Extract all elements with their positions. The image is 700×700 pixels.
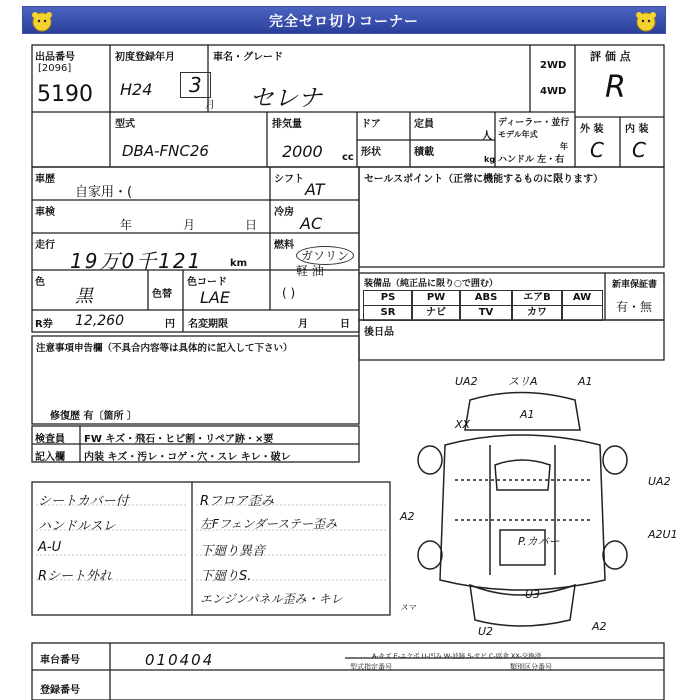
chassis-value: 010404 [145,651,215,669]
color-code-value: LAE [200,288,230,307]
sales-point-label: セールスポイント（正常に機能するものに限ります） [364,174,604,185]
drive-4wd: 4WD [540,86,567,97]
first-reg-era: H24 [120,80,153,99]
remark-left-1: シートカバー付 [38,494,129,509]
interior-label: 内 装 [625,124,649,135]
fuel-label: 燃料 [274,240,294,251]
dealer-label: ディーラー・並行 [498,118,570,128]
damage-mark-12: スマ [400,603,416,612]
displacement-label: 排気量 [272,119,302,130]
color-label: 色 [35,277,45,288]
drive-2wd: 2WD [540,60,567,71]
shift-label: シフト [274,174,304,185]
capacity-label: 定員 [414,119,434,130]
lot-code: [2096] [38,63,72,74]
inspection-label: 車検 [35,207,55,218]
expiry-month: 月 [298,319,308,330]
door-label: ドア [361,119,381,130]
car-name-label: 車名・グレード [213,52,283,63]
displacement-unit: cc [342,152,354,163]
fuel-diesel: 軽 油 [296,264,324,278]
equip-sr: SR [363,305,413,321]
capacity-unit: 人 [482,131,492,142]
exterior-grade: C [590,138,604,162]
ac-label: 冷房 [274,207,294,218]
equip-ps: PS [363,290,413,306]
paint-change-label: 色替 [152,289,172,300]
remark-left-4: Rシート外れ [38,569,113,584]
lot-number: 5190 [37,82,93,107]
first-reg-label: 初度登録年月 [115,52,175,63]
exterior-label: 外 装 [580,124,604,135]
fuel-gasoline: ガソリン [296,246,354,265]
back-seat-label: 後日品 [364,327,394,338]
recycle-value: 12,260 [75,313,124,329]
model-label: 型式 [115,119,135,130]
class-number-label: 類別区分番号 [510,663,552,671]
damage-mark-2: スリA [508,375,538,388]
damage-mark-8: A2U1 [648,528,678,541]
damage-mark-3: A1 [578,375,593,388]
inspection-year: 年 [120,218,133,232]
damage-mark-6: UA2 [648,475,671,488]
damage-mark-11: A2 [592,620,607,633]
remark-right-2: 左Fフェンダーステー歪み [200,517,337,531]
lot-label: 出品番号 [35,52,75,63]
remark-left-2: ハンドルスレ [38,519,116,534]
equip-blank [561,305,603,321]
damage-mark-10: U3 [525,588,541,601]
recycle-label: R券 [35,319,53,330]
equip-tv: TV [459,305,513,321]
mileage-label: 走行 [35,240,55,251]
handle-label: ハンドル 左・右 [498,155,565,165]
remark-right-3: 下廻り異音 [200,544,266,559]
damage-mark-7: A2 [400,510,415,523]
chassis-label: 車台番号 [40,655,80,666]
warranty-label: 新車保証書 [612,280,658,290]
grade-value: R [605,70,626,105]
inspection-month: 月 [183,218,196,232]
warranty-value: 有・無 [616,300,653,314]
grade-label: 評 価 点 [590,50,631,63]
equipment-label: 装備品（純正品に限り○で囲む） [364,279,498,289]
damage-mark-1: UA2 [455,375,478,388]
year-unit: 年 [560,142,568,151]
shape-label: 形状 [361,147,381,158]
remark-left-3: A-U [38,540,62,555]
damage-legend: A-キズ E-エクボ U-凹み W-波跡 S-サビ C-腐食 XX-交換済 [372,652,542,660]
inspector-label: 検査員 [35,434,65,445]
notes-label: 注意事項申告欄（不具合内容等は具体的に記入して下さい） [36,343,293,354]
equip-airbag: エアB [511,290,563,306]
remark-right-5: エンジンパネル歪み・キレ [200,592,343,606]
damage-mark-13: U2 [478,625,494,638]
repair-history: 修復歴 有〔箇所 〕 [50,411,137,422]
model-year-label: モデル年式 [498,130,538,139]
registration-label: 登録番号 [40,685,80,696]
car-name-value: セレナ [250,84,322,112]
month-unit: 月 [205,100,215,111]
first-reg-month: 3 [180,72,211,98]
equip-aw: AW [561,290,603,306]
recycle-unit: 円 [165,319,175,330]
inspector-exterior-row: FW キズ・飛石・ヒビ割・リペア跡・×要 [84,434,274,445]
mileage-unit: km [230,258,248,269]
history-label: 車歴 [35,174,55,185]
car-damage-diagram [400,370,678,655]
model-value: DBA-FNC26 [122,142,209,160]
mileage-value: 19万0千121 [70,249,203,273]
equip-pw: PW [411,290,461,306]
expiry-label: 名変期限 [188,319,228,330]
design-number-label: 型式指定番号 [350,663,392,671]
damage-mark-4: XX [455,418,471,431]
interior-grade: C [632,138,646,162]
color-code-label: 色コード [187,277,227,288]
inspector-interior-row: 内装 キズ・汚レ・コゲ・穴・スレ キレ・破レ [84,452,291,463]
inspection-day: 日 [245,218,258,232]
expiry-day: 日 [340,319,350,330]
load-label: 積載 [414,147,434,158]
damage-mark-9: P.カバー [518,535,560,548]
banner-title: 完全ゼロ切りコーナー [269,14,419,30]
ac-value: AC [300,214,323,233]
remark-right-4: 下廻りS. [200,569,252,584]
load-unit: kg [484,155,496,164]
damage-mark-5: A1 [520,408,535,421]
remark-right-1: Rフロア歪み [200,494,275,509]
inspector-label-2: 記入欄 [35,452,65,463]
history-value: 自家用・( [75,185,133,200]
equip-leather: カワ [511,305,563,321]
displacement-value: 2000 [282,142,323,161]
color-value: 黒 [75,286,93,307]
shift-value: AT [305,180,325,199]
equip-navi: ナビ [411,305,461,321]
equip-abs: ABS [459,290,513,306]
fuel-other: ( ) [282,286,296,300]
